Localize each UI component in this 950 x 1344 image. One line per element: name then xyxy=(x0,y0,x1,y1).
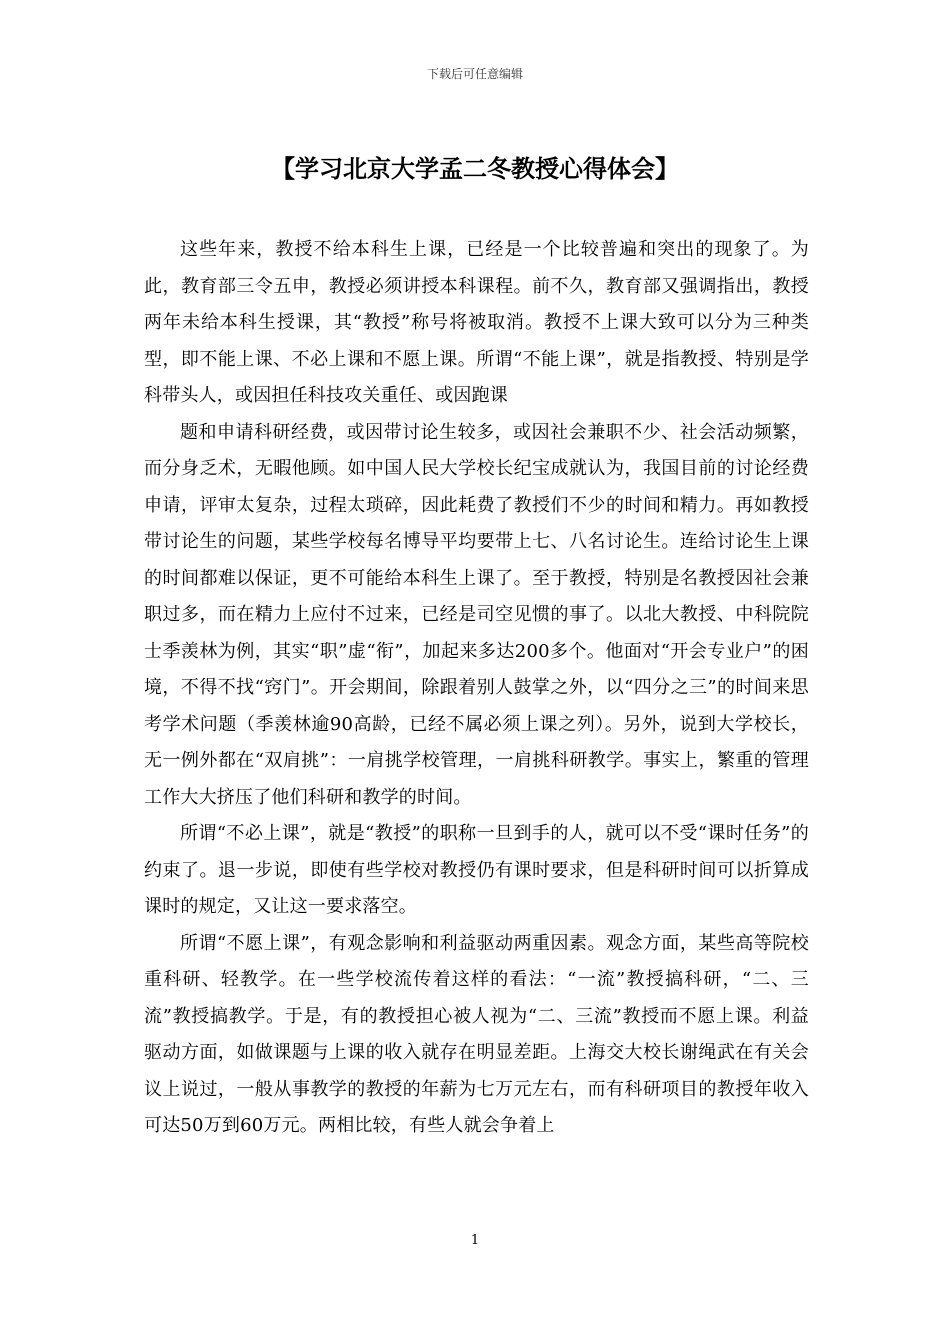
paragraph: 题和申请科研经费，或因带讨论生较多，或因社会兼职不少、社会活动频繁，而分身乏术，无暇他顾。如中国人民大学校长纪宝成就认为，我国目前的讨论经费申请，评审太复杂，过程太琐碎，因此耗费了教授们不少的时间和精力。再如教授带讨论生的问题，某些学校每名博导平均要带上七、八名讨论生。连给讨论生上课的时间都难以保证，更不可能给本科生上课了。至于教授，特别是名教授因社会兼职过多，而在精力上应付不过来，已经是司空见惯的事了。以北大教授、中科院院士季羡林为例，其实“职”虚“衔”，加起来多达200多个。他面对“开会专业户”的困境，不得不找“窍门”。开会期间，除跟着别人鼓掌之外，以“四分之三”的时间来思考学术问题（季羡林逾90高龄，已经不属必须上课之列）。另外，说到大学校长，无一例外都在“双肩挑”：一肩挑学校管理，一肩挑科研教学。事实上，繁重的管理工作大大挤压了他们科研和教学的时间。 xyxy=(144,421,809,808)
paragraph: 这些年来，教授不给本科生上课，已经是一个比较普遍和突出的现象了。为此，教育部三令五申，教授必须讲授本科课程。前不久，教育部又强调指出，教授两年未给本科生授课，其“教授”称号将被取消。教授不上课大致可以分为三种类型，即不能上课、不必上课和不愿上课。所谓“不能上课”，就是指教授、特别是学科带头人，或因担任科技攻关重任、或因跑课 xyxy=(144,239,809,406)
document-title: 【学习北京大学孟二冬教授心得体会】 xyxy=(271,155,679,183)
document-body xyxy=(144,232,809,1145)
page-number: 1 xyxy=(470,1233,480,1248)
header-note: 下载后可任意编辑 xyxy=(426,67,523,81)
paragraph: 所谓“不愿上课”，有观念影响和利益驱动两重因素。观念方面，某些高等院校重科研、轻教学。在一些学校流传着这样的看法：“一流”教授搞科研，“二、三流”教授搞教学。于是，有的教授担心被人视为“二、三流”教授而不愿上课。利益驱动方面，如做课题与上课的收入就存在明显差距。上海交大校长谢绳武在有关会议上说过，一般从事教学的教授的年薪为七万元左右，而有科研项目的教授年收入可达50万到60万元。两相比较，有些人就会争着上 xyxy=(144,932,809,1136)
paragraph: 所谓“不必上课”，就是“教授”的职称一旦到手的人，就可以不受“课时任务”的约束了。退一步说，即使有些学校对教授仍有课时要求，但是科研时间可以折算成课时的规定，又让这一要求落空。 xyxy=(144,823,809,917)
